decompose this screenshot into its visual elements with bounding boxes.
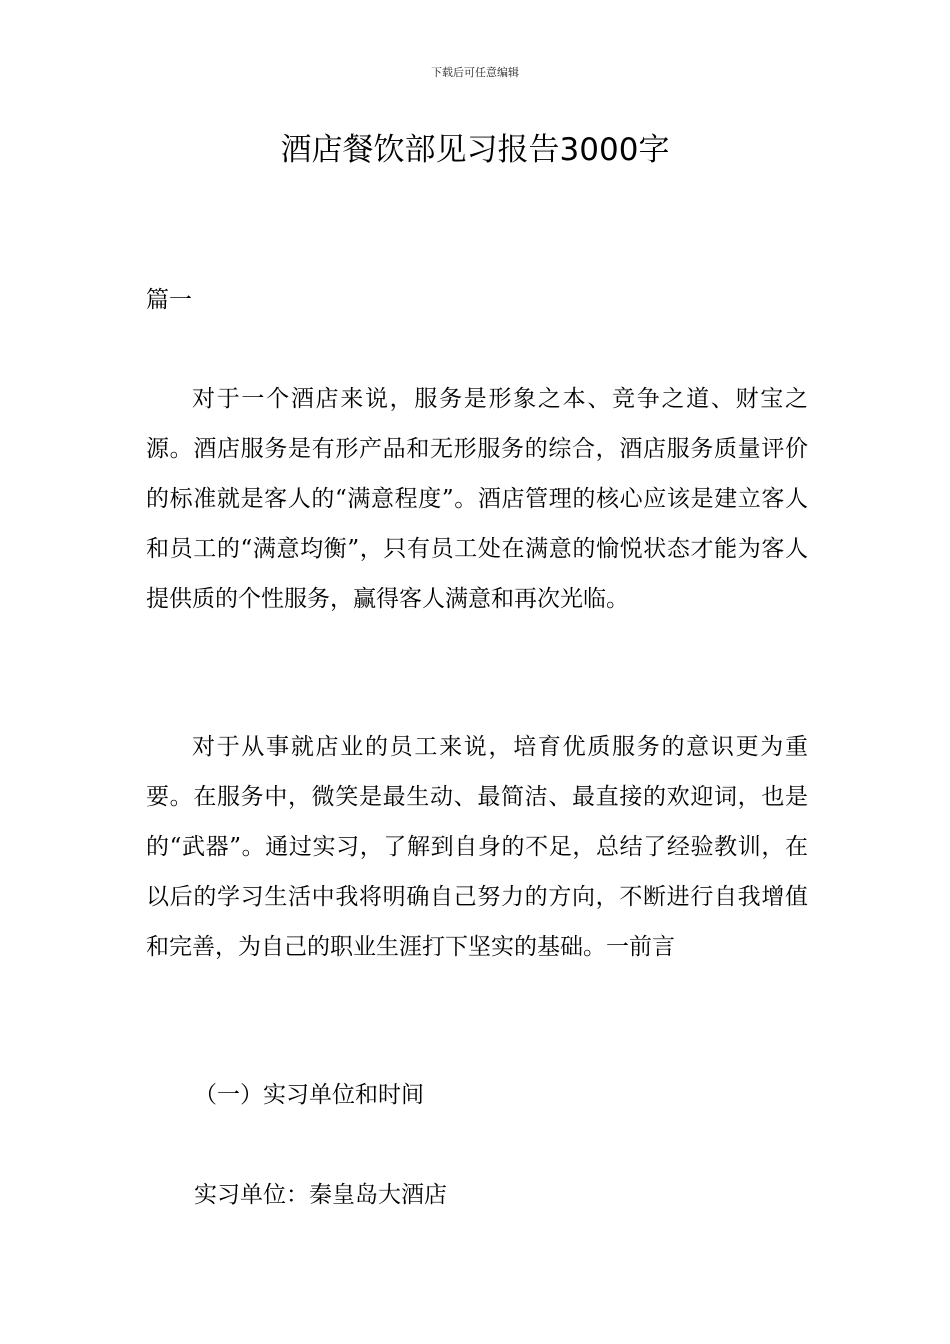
document-title: 酒店餐饮部见习报告3000字 xyxy=(280,132,670,168)
section-label: 篇一 xyxy=(146,287,192,313)
header-note: 下载后可任意编辑 xyxy=(431,66,519,79)
internship-unit-line: 实习单位：秦皇岛大酒店 xyxy=(194,1182,447,1208)
body-paragraph: 对于从事就店业的员工来说，培育优质服务的意识更为重要。在服务中，微笑是最生动、最简洁、最直接的欢迎词，也是的“武器”。通过实习，了解到自身的不足，总结了经验教训，在以后的学习生活中我将明确自己努力的方向，不断进行自我增值和完善，为自己的职业生涯打下坚实的基础。一前言 xyxy=(146,734,808,960)
body-paragraph: 对于一个酒店来说，服务是形象之本、竞争之道、财宝之源。酒店服务是有形产品和无形服务的综合，酒店服务质量评价的标准就是客人的“满意程度”。酒店管理的核心应该是建立客人和员工的“满意均衡”，只有员工处在满意的愉悦状态才能为客人提供质的个性服务，赢得客人满意和再次光临。 xyxy=(146,386,808,612)
subheading: （一）实习单位和时间 xyxy=(194,1082,424,1108)
